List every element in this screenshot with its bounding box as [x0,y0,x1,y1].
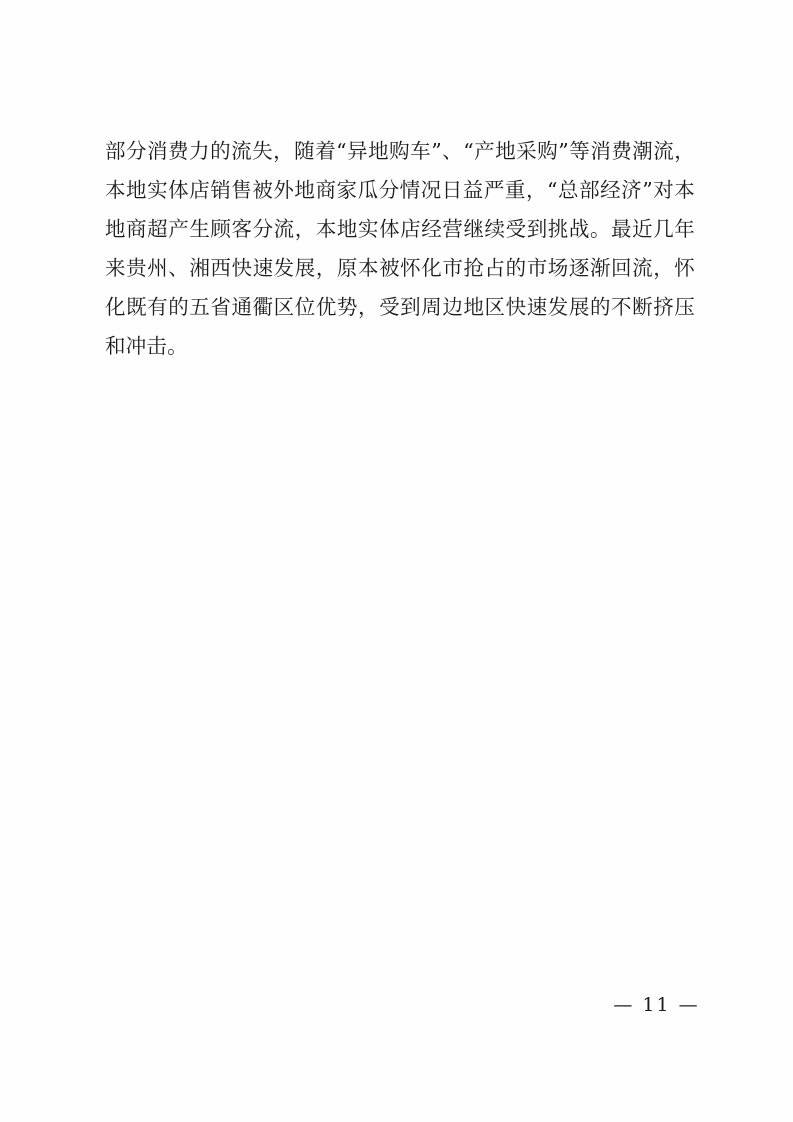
page-footer [0,994,793,1016]
page-number: — 11 — [613,994,700,1016]
body-paragraph: 部分消费力的流失，随着“异地购车”、“产地采购”等消费潮流，本地实体店销售被外地商家瓜分情况日益严重，“总部经济”对本地商超产生顾客分流，本地实体店经营继续受到挑战。最近几年来贵州、湘西快速发展，原本被怀化市抢占的市场逐渐回流，怀化既有的五省通衢区位优势，受到周边地区快速发展的不断挤压和冲击。 [105,139,695,358]
page-content [105,132,695,366]
